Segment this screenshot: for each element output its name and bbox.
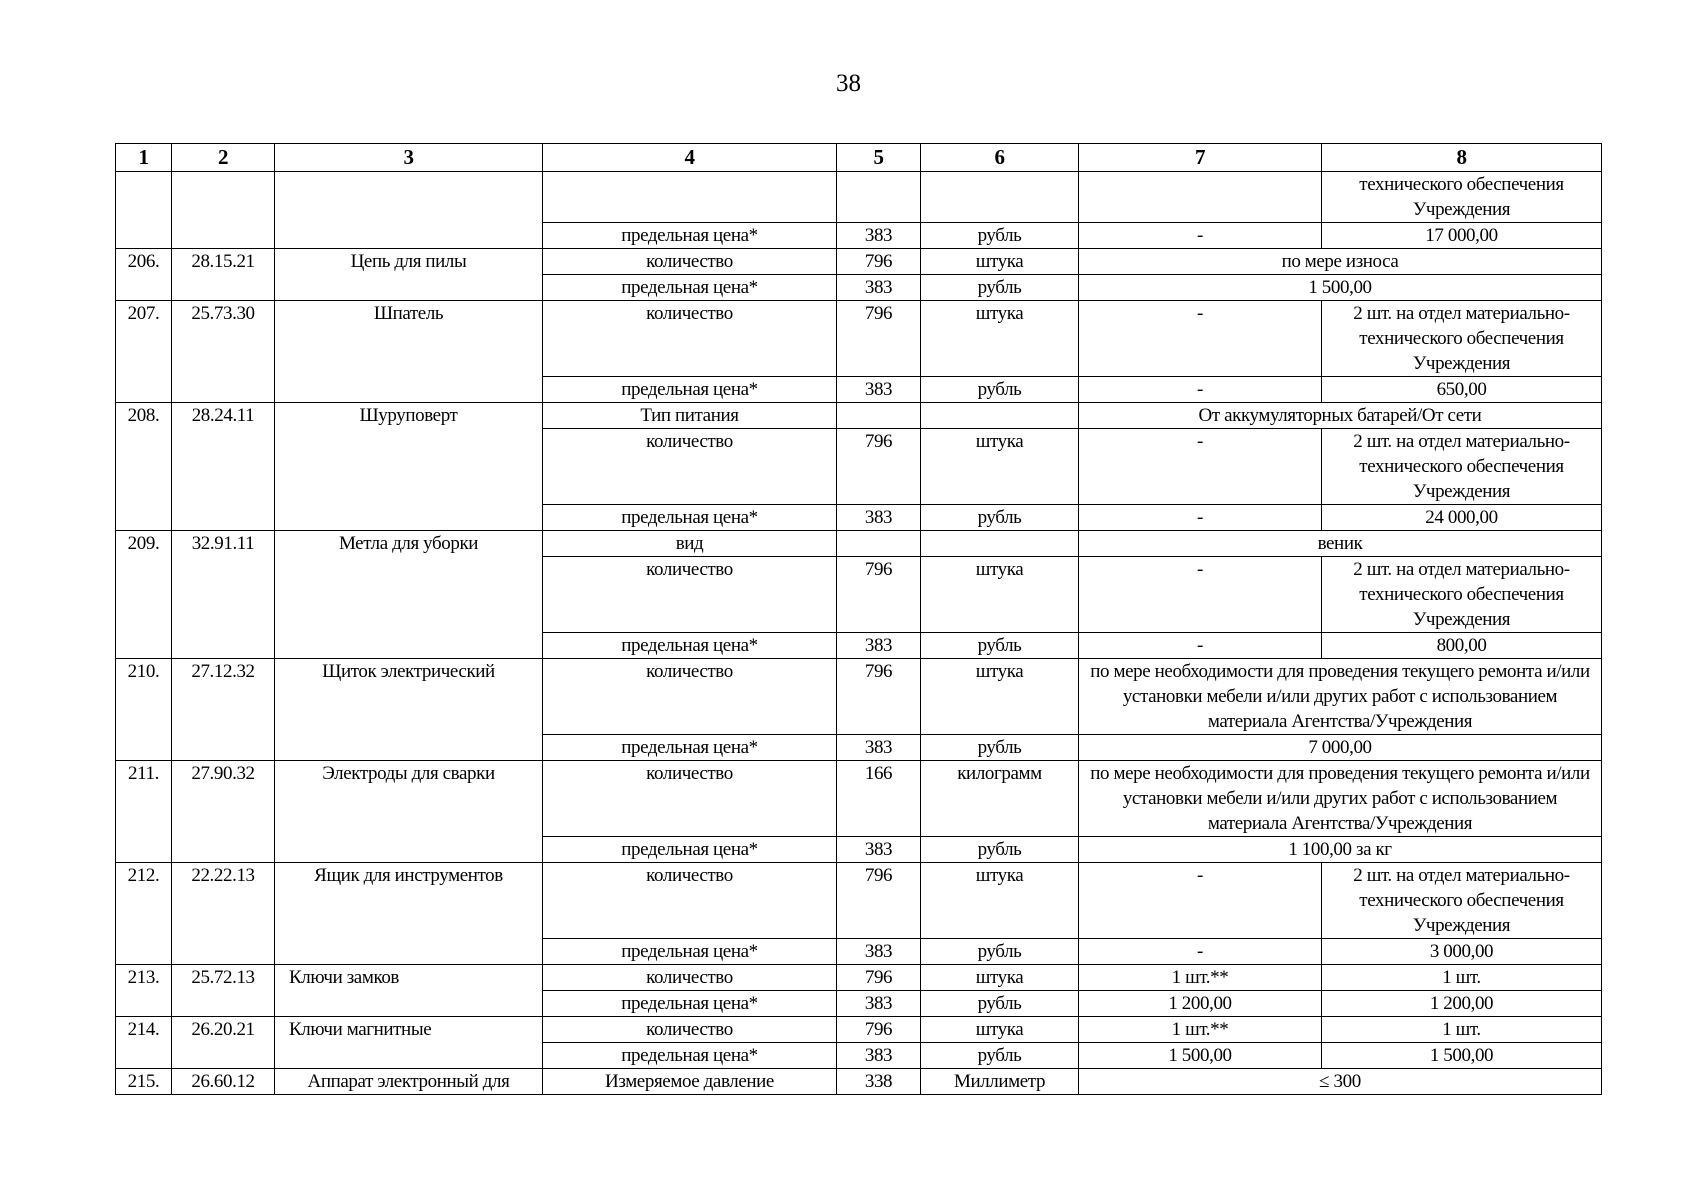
- table-row: [116, 1017, 1602, 1043]
- unit-name-cell: штука: [921, 557, 1079, 633]
- unit-name-cell: рубль: [921, 991, 1079, 1017]
- value-cell: 17 000,00: [1322, 223, 1602, 249]
- header-cell: 4: [543, 144, 837, 172]
- value-cell: по мере необходимости для проведения текущего ремонта и/или установки мебели и/или других работ с использованием материала Агентства/Учреждения: [1079, 659, 1602, 735]
- unit-name-cell: [921, 403, 1079, 429]
- characteristic-cell: количество: [543, 659, 837, 735]
- value-cell: 1 200,00: [1322, 991, 1602, 1017]
- row-number-cell: [116, 172, 172, 249]
- value-cell: -: [1079, 633, 1322, 659]
- value-cell: 2 шт. на отдел материально-технического обеспечения Учреждения: [1322, 863, 1602, 939]
- item-name-cell: Ключи магнитные: [275, 1017, 543, 1069]
- characteristic-cell: предельная цена*: [543, 275, 837, 301]
- characteristic-cell: [543, 172, 837, 223]
- unit-code-cell: 383: [837, 275, 921, 301]
- value-cell: 1 200,00: [1079, 991, 1322, 1017]
- item-name-cell: Цепь для пилы: [275, 249, 543, 301]
- row-number-cell: 215.: [116, 1069, 172, 1095]
- table-row: [116, 863, 1602, 939]
- value-cell: 1 шт.**: [1079, 965, 1322, 991]
- value-cell: 800,00: [1322, 633, 1602, 659]
- value-cell: [1079, 172, 1322, 223]
- value-cell: ≤ 300: [1079, 1069, 1602, 1095]
- value-cell: веник: [1079, 531, 1602, 557]
- unit-code-cell: 166: [837, 761, 921, 837]
- value-cell: 1 100,00 за кг: [1079, 837, 1602, 863]
- code-cell: 26.20.21: [172, 1017, 275, 1069]
- header-cell: 8: [1322, 144, 1602, 172]
- value-cell: 1 500,00: [1079, 1043, 1322, 1069]
- header-cell: 2: [172, 144, 275, 172]
- table-row: [116, 965, 1602, 991]
- unit-name-cell: штука: [921, 863, 1079, 939]
- row-number-cell: 212.: [116, 863, 172, 965]
- header-cell: 5: [837, 144, 921, 172]
- unit-name-cell: штука: [921, 965, 1079, 991]
- characteristic-cell: предельная цена*: [543, 377, 837, 403]
- header-cell: 7: [1079, 144, 1322, 172]
- code-cell: 25.72.13: [172, 965, 275, 1017]
- header-cell: 3: [275, 144, 543, 172]
- table-row: [116, 172, 1602, 223]
- value-cell: 3 000,00: [1322, 939, 1602, 965]
- item-name-cell: Ящик для инструментов: [275, 863, 543, 965]
- unit-name-cell: штука: [921, 301, 1079, 377]
- code-cell: 28.24.11: [172, 403, 275, 531]
- item-name-cell: [275, 172, 543, 249]
- unit-name-cell: рубль: [921, 939, 1079, 965]
- requirements-table: [115, 143, 1602, 1095]
- table-row: [116, 301, 1602, 377]
- characteristic-cell: количество: [543, 557, 837, 633]
- unit-code-cell: 796: [837, 557, 921, 633]
- item-name-cell: Аппарат электронный для: [275, 1069, 543, 1095]
- value-cell: -: [1079, 939, 1322, 965]
- unit-code-cell: 796: [837, 659, 921, 735]
- value-cell: -: [1079, 557, 1322, 633]
- unit-code-cell: 383: [837, 991, 921, 1017]
- value-cell: -: [1079, 429, 1322, 505]
- unit-code-cell: 383: [837, 223, 921, 249]
- unit-code-cell: 796: [837, 965, 921, 991]
- header-cell: 6: [921, 144, 1079, 172]
- value-cell: по мере необходимости для проведения текущего ремонта и/или установки мебели и/или других работ с использованием материала Агентства/Учреждения: [1079, 761, 1602, 837]
- unit-name-cell: рубль: [921, 505, 1079, 531]
- unit-code-cell: 383: [837, 939, 921, 965]
- unit-code-cell: 796: [837, 301, 921, 377]
- characteristic-cell: количество: [543, 249, 837, 275]
- unit-name-cell: штука: [921, 429, 1079, 505]
- unit-code-cell: 796: [837, 429, 921, 505]
- unit-code-cell: 383: [837, 377, 921, 403]
- unit-name-cell: Миллиметр: [921, 1069, 1079, 1095]
- characteristic-cell: предельная цена*: [543, 837, 837, 863]
- unit-name-cell: штука: [921, 659, 1079, 735]
- value-cell: -: [1079, 223, 1322, 249]
- table-row: [116, 659, 1602, 735]
- characteristic-cell: предельная цена*: [543, 633, 837, 659]
- value-cell: От аккумуляторных батарей/От сети: [1079, 403, 1602, 429]
- table-row: [116, 249, 1602, 275]
- row-number-cell: 207.: [116, 301, 172, 403]
- characteristic-cell: предельная цена*: [543, 991, 837, 1017]
- characteristic-cell: количество: [543, 1017, 837, 1043]
- characteristic-cell: Тип питания: [543, 403, 837, 429]
- unit-name-cell: рубль: [921, 377, 1079, 403]
- unit-code-cell: 796: [837, 249, 921, 275]
- characteristic-cell: количество: [543, 429, 837, 505]
- characteristic-cell: предельная цена*: [543, 223, 837, 249]
- value-cell: 1 500,00: [1079, 275, 1602, 301]
- characteristic-cell: количество: [543, 863, 837, 939]
- unit-code-cell: [837, 403, 921, 429]
- unit-code-cell: 338: [837, 1069, 921, 1095]
- value-cell: 1 шт.: [1322, 965, 1602, 991]
- item-name-cell: Шпатель: [275, 301, 543, 403]
- unit-code-cell: [837, 172, 921, 223]
- value-cell: 1 500,00: [1322, 1043, 1602, 1069]
- row-number-cell: 214.: [116, 1017, 172, 1069]
- code-cell: 27.90.32: [172, 761, 275, 863]
- value-cell: 2 шт. на отдел материально-технического обеспечения Учреждения: [1322, 301, 1602, 377]
- code-cell: 32.91.11: [172, 531, 275, 659]
- value-cell: 24 000,00: [1322, 505, 1602, 531]
- row-number-cell: 211.: [116, 761, 172, 863]
- value-cell: 2 шт. на отдел материально-технического обеспечения Учреждения: [1322, 429, 1602, 505]
- characteristic-cell: количество: [543, 965, 837, 991]
- table-row: [116, 761, 1602, 837]
- unit-code-cell: [837, 531, 921, 557]
- characteristic-cell: предельная цена*: [543, 939, 837, 965]
- page-number: 38: [836, 70, 861, 97]
- unit-name-cell: [921, 172, 1079, 223]
- unit-name-cell: [921, 531, 1079, 557]
- value-cell: -: [1079, 301, 1322, 377]
- unit-code-cell: 796: [837, 1017, 921, 1043]
- characteristic-cell: предельная цена*: [543, 1043, 837, 1069]
- characteristic-cell: Измеряемое давление: [543, 1069, 837, 1095]
- value-cell: 650,00: [1322, 377, 1602, 403]
- item-name-cell: Шуруповерт: [275, 403, 543, 531]
- value-cell: 2 шт. на отдел материально-технического обеспечения Учреждения: [1322, 557, 1602, 633]
- row-number-cell: 206.: [116, 249, 172, 301]
- characteristic-cell: предельная цена*: [543, 735, 837, 761]
- unit-code-cell: 383: [837, 1043, 921, 1069]
- unit-code-cell: 383: [837, 735, 921, 761]
- table-row: [116, 403, 1602, 429]
- characteristic-cell: количество: [543, 761, 837, 837]
- unit-name-cell: штука: [921, 249, 1079, 275]
- code-cell: 26.60.12: [172, 1069, 275, 1095]
- unit-code-cell: 383: [837, 633, 921, 659]
- unit-code-cell: 383: [837, 505, 921, 531]
- row-number-cell: 209.: [116, 531, 172, 659]
- characteristic-cell: вид: [543, 531, 837, 557]
- value-cell: -: [1079, 505, 1322, 531]
- header-cell: 1: [116, 144, 172, 172]
- value-cell: 1 шт.: [1322, 1017, 1602, 1043]
- characteristic-cell: предельная цена*: [543, 505, 837, 531]
- unit-code-cell: 796: [837, 863, 921, 939]
- unit-name-cell: штука: [921, 1017, 1079, 1043]
- code-cell: [172, 172, 275, 249]
- item-name-cell: Метла для уборки: [275, 531, 543, 659]
- code-cell: 25.73.30: [172, 301, 275, 403]
- value-cell: -: [1079, 377, 1322, 403]
- unit-name-cell: рубль: [921, 735, 1079, 761]
- code-cell: 22.22.13: [172, 863, 275, 965]
- unit-name-cell: рубль: [921, 633, 1079, 659]
- row-number-cell: 210.: [116, 659, 172, 761]
- code-cell: 27.12.32: [172, 659, 275, 761]
- characteristic-cell: количество: [543, 301, 837, 377]
- table-row: [116, 1069, 1602, 1095]
- item-name-cell: Ключи замков: [275, 965, 543, 1017]
- unit-name-cell: рубль: [921, 837, 1079, 863]
- item-name-cell: Щиток электрический: [275, 659, 543, 761]
- item-name-cell: Электроды для сварки: [275, 761, 543, 863]
- value-cell: технического обеспечения Учреждения: [1322, 172, 1602, 223]
- unit-code-cell: 383: [837, 837, 921, 863]
- value-cell: по мере износа: [1079, 249, 1602, 275]
- unit-name-cell: рубль: [921, 223, 1079, 249]
- row-number-cell: 208.: [116, 403, 172, 531]
- code-cell: 28.15.21: [172, 249, 275, 301]
- unit-name-cell: рубль: [921, 1043, 1079, 1069]
- value-cell: 7 000,00: [1079, 735, 1602, 761]
- unit-name-cell: килограмм: [921, 761, 1079, 837]
- value-cell: -: [1079, 863, 1322, 939]
- unit-name-cell: рубль: [921, 275, 1079, 301]
- value-cell: 1 шт.**: [1079, 1017, 1322, 1043]
- row-number-cell: 213.: [116, 965, 172, 1017]
- header-row: [116, 144, 1602, 172]
- table-row: [116, 531, 1602, 557]
